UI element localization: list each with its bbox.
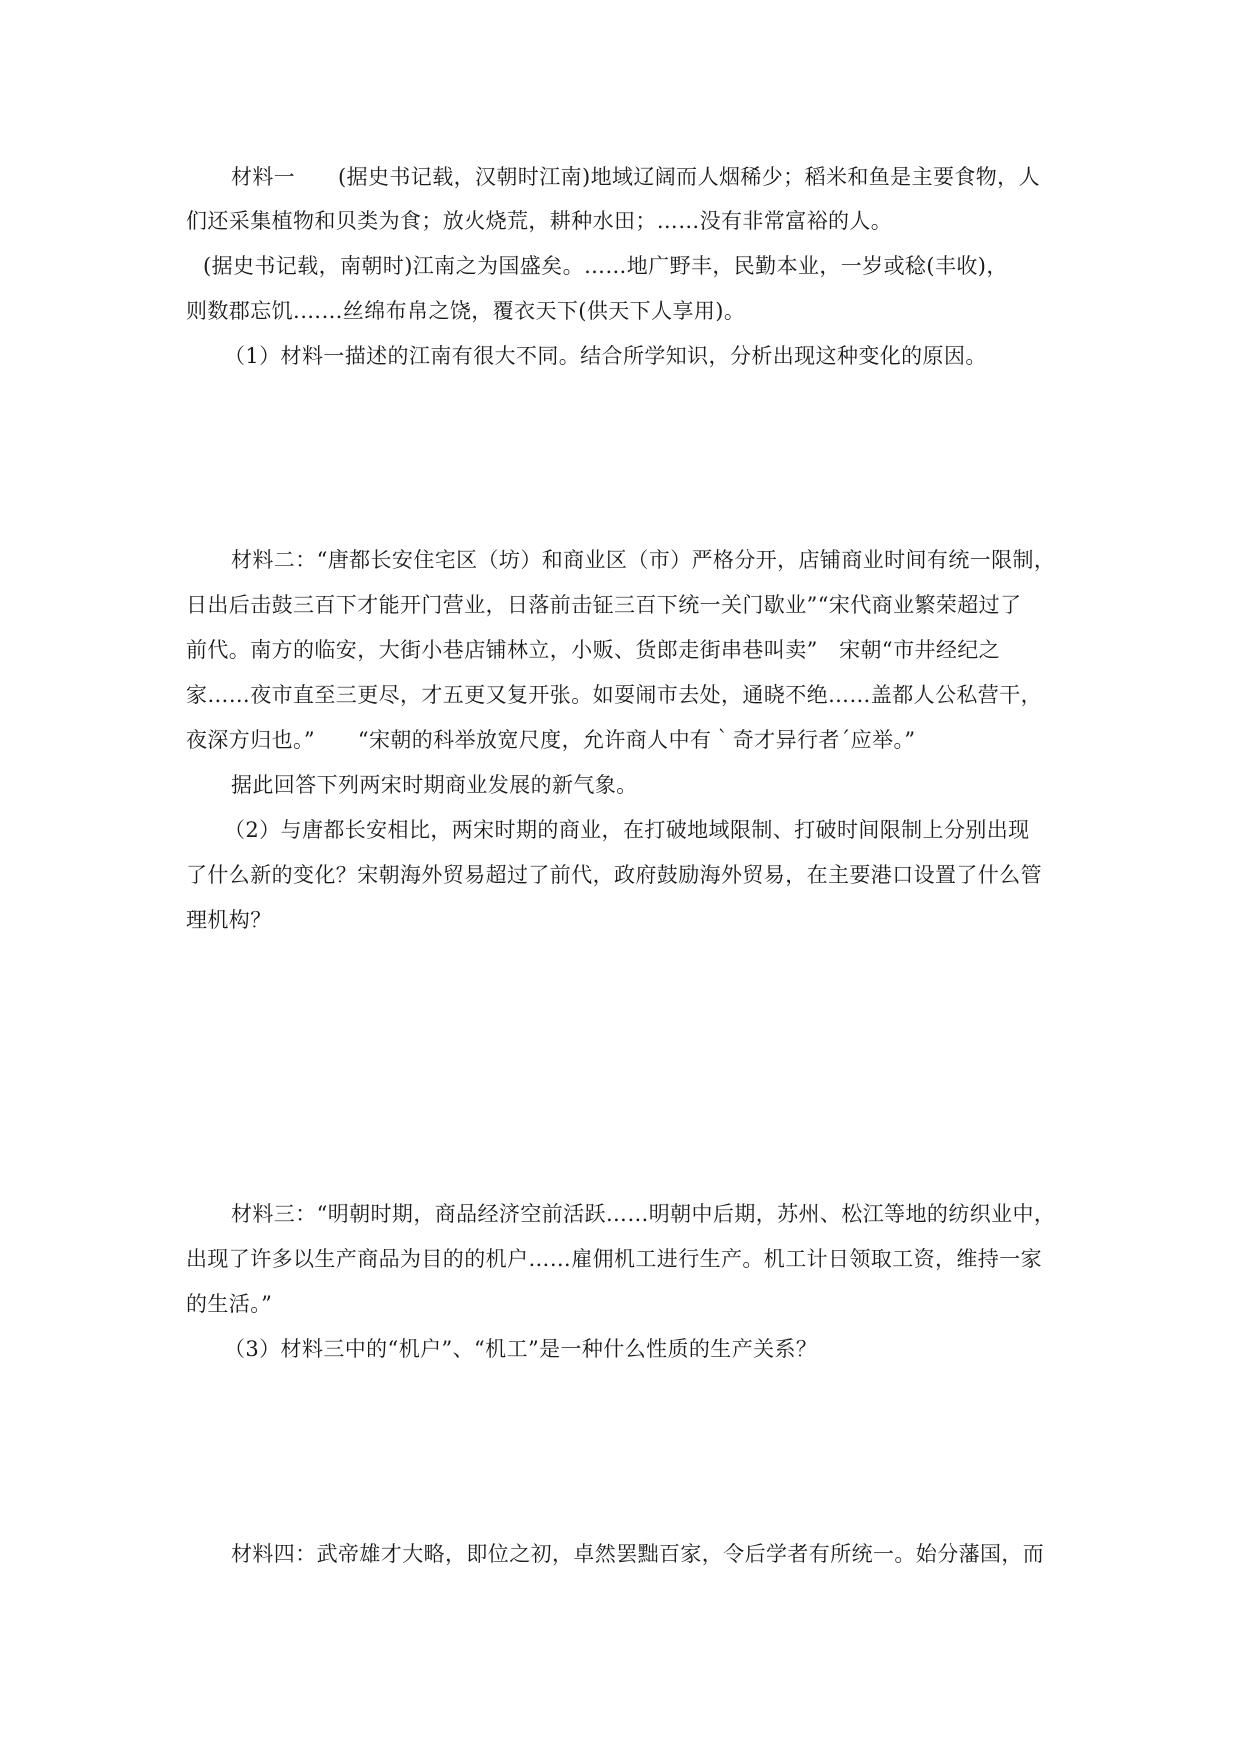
material3-line3: 的生活。” [186,1292,273,1316]
material1-line1: 材料一 (据史书记载，汉朝时江南)地域辽阔而人烟稀少；稻米和鱼是主要食物，人 [231,165,1040,189]
material2-line5: 夜深方归也。” “宋朝的科举放宽尺度，允许商人中有｀奇才异行者´应举。” [186,728,916,752]
material4-line1: 材料四：武帝雄才大略，即位之初，卓然罢黜百家，令后学者有所统一。始分藩国，而 [231,1542,1045,1566]
material3-line2: 出现了许多以生产商品为目的的机户……雇佣机工进行生产。机工计日领取工资，维持一家 [186,1247,1042,1271]
question-2-line3: 理机构？ [186,908,272,932]
material1-line2: 们还采集植物和贝类为食；放火烧荒，耕种水田；……没有非常富裕的人。 [186,209,893,233]
material1-line3: (据史书记载，南朝时)江南之为国盛矣。……地广野丰，民勤本业，一岁或稔(丰收)， [203,254,1008,278]
material2-line4: 家……夜市直至三更尽，才五更又复开张。如耍闹市去处，通晓不绝……盖都人公私营干， [186,683,1042,707]
material1-line4: 则数郡忘饥.……丝绵布帛之饶，覆衣天下(供天下人享用)。 [186,299,746,323]
question-2-line1: （2）与唐都长安相比，两宋时期的商业，在打破地域限制、打破时间限制上分别出现 [224,818,1030,842]
question-3: （3）材料三中的“机户”、“机工”是一种什么性质的生产关系？ [224,1337,818,1361]
material2-line3: 前代。南方的临安，大街小巷店铺林立，小贩、货郎走街串巷叫卖” 宋朝“市井经纪之 [186,638,1001,662]
material2-prompt: 据此回答下列两宋时期商业发展的新气象。 [231,773,638,797]
question-2-line2: 了什么新的变化？宋朝海外贸易超过了前代，政府鼓励海外贸易，在主要港口设置了什么管 [186,863,1042,887]
question-1: （1）材料一描述的江南有很大不同。结合所学知识，分析出现这种变化的原因。 [224,344,987,368]
material3-line1: 材料三：“明朝时期，商品经济空前活跃……明朝中后期，苏州、松江等地的纺织业中， [231,1202,1056,1226]
material2-line1: 材料二：“唐都长安住宅区（坊）和商业区（市）严格分开，店铺商业时间有统一限制， [231,548,1056,572]
material2-line2: 日出后击鼓三百下才能开门营业，日落前击钲三百下统一关门歇业”“宋代商业繁荣超过了 [186,593,1022,617]
